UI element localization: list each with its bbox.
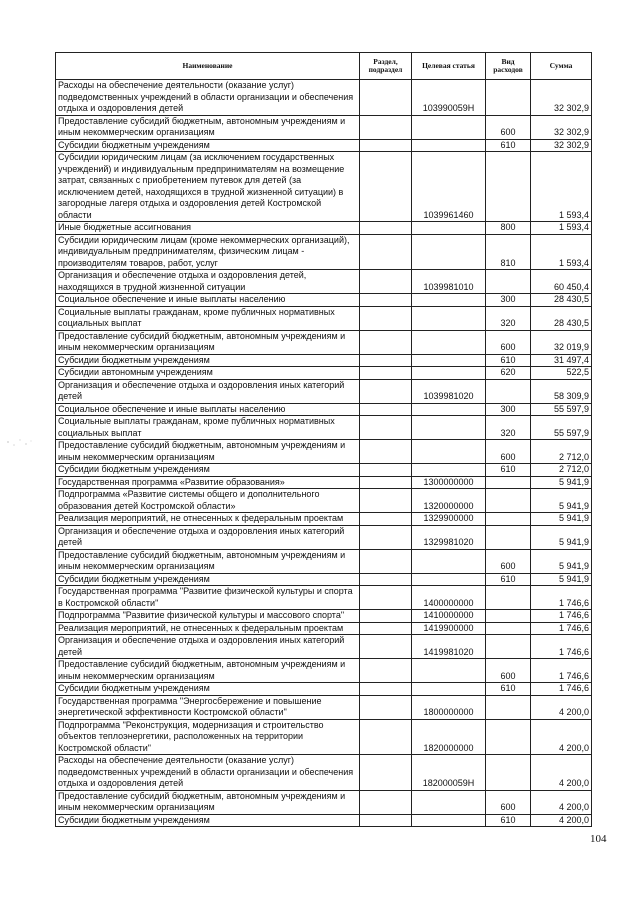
table-row xyxy=(56,525,592,549)
table-row xyxy=(56,489,592,513)
table-row xyxy=(56,610,592,623)
row-name-cell: Субсидии автономным учреждениям xyxy=(56,367,360,380)
row-target-cell: 1039961460 xyxy=(412,152,486,222)
row-target-cell: 1800000000 xyxy=(412,695,486,719)
row-expense-type-cell xyxy=(486,489,531,513)
row-amount-cell: 60 450,4 xyxy=(531,270,592,294)
row-expense-type-cell: 600 xyxy=(486,549,531,573)
row-expense-type-cell xyxy=(486,610,531,623)
row-expense-type-cell: 610 xyxy=(486,573,531,586)
row-name-cell: Подпрограмма «Развитие системы общего и дополнительного образования детей Костромской области» xyxy=(56,489,360,513)
row-section-cell xyxy=(360,549,412,573)
row-amount-cell: 4 200,0 xyxy=(531,755,592,791)
table-row xyxy=(56,586,592,610)
row-expense-type-cell: 610 xyxy=(486,354,531,367)
row-target-cell xyxy=(412,464,486,477)
row-expense-type-cell xyxy=(486,513,531,526)
row-name-cell: Социальное обеспечение и иные выплаты населению xyxy=(56,403,360,416)
row-expense-type-cell xyxy=(486,586,531,610)
row-expense-type-cell xyxy=(486,80,531,116)
row-amount-cell: 5 941,9 xyxy=(531,476,592,489)
row-expense-type-cell: 610 xyxy=(486,814,531,827)
row-section-cell xyxy=(360,354,412,367)
row-target-cell xyxy=(412,234,486,270)
row-expense-type-cell: 810 xyxy=(486,234,531,270)
document-page xyxy=(55,52,591,827)
row-section-cell xyxy=(360,755,412,791)
row-amount-cell: 58 309,9 xyxy=(531,379,592,403)
row-section-cell xyxy=(360,80,412,116)
row-amount-cell: 522,5 xyxy=(531,367,592,380)
row-expense-type-cell: 600 xyxy=(486,659,531,683)
row-section-cell xyxy=(360,294,412,307)
row-name-cell: Организация и обеспечение отдыха и оздоровления иных категорий детей xyxy=(56,379,360,403)
header-amount: Сумма xyxy=(531,53,592,80)
table-row xyxy=(56,755,592,791)
row-amount-cell: 4 200,0 xyxy=(531,790,592,814)
row-expense-type-cell: 600 xyxy=(486,790,531,814)
table-row xyxy=(56,403,592,416)
row-target-cell: 1410000000 xyxy=(412,610,486,623)
table-row xyxy=(56,115,592,139)
row-target-cell xyxy=(412,659,486,683)
row-amount-cell: 1 746,6 xyxy=(531,659,592,683)
row-expense-type-cell: 800 xyxy=(486,222,531,235)
row-expense-type-cell: 600 xyxy=(486,440,531,464)
row-expense-type-cell: 610 xyxy=(486,139,531,152)
row-amount-cell: 32 302,9 xyxy=(531,80,592,116)
row-target-cell xyxy=(412,790,486,814)
row-target-cell xyxy=(412,440,486,464)
row-name-cell: Предоставление субсидий бюджетным, автономным учреждениям и иным некоммерческим организациям xyxy=(56,549,360,573)
table-row xyxy=(56,440,592,464)
row-target-cell: 103990059Н xyxy=(412,80,486,116)
row-name-cell: Субсидии бюджетным учреждениям xyxy=(56,464,360,477)
table-row xyxy=(56,139,592,152)
row-amount-cell: 4 200,0 xyxy=(531,814,592,827)
row-section-cell xyxy=(360,270,412,294)
row-section-cell xyxy=(360,115,412,139)
row-section-cell xyxy=(360,306,412,330)
row-name-cell: Субсидии юридическим лицам (кроме некоммерческих организаций), индивидуальным предпринимателям, физическим лицам - производителям товаров, работ, услуг xyxy=(56,234,360,270)
row-name-cell: Предоставление субсидий бюджетным, автономным учреждениям и иным некоммерческим организациям xyxy=(56,330,360,354)
table-row xyxy=(56,80,592,116)
row-expense-type-cell: 620 xyxy=(486,367,531,380)
row-target-cell: 1329900000 xyxy=(412,513,486,526)
table-row xyxy=(56,234,592,270)
row-amount-cell: 1 746,6 xyxy=(531,683,592,696)
row-target-cell xyxy=(412,403,486,416)
table-header-row xyxy=(56,53,592,80)
row-target-cell xyxy=(412,814,486,827)
row-section-cell xyxy=(360,790,412,814)
row-amount-cell: 5 941,9 xyxy=(531,549,592,573)
header-expense-type: Вид расходов xyxy=(486,53,531,80)
row-name-cell: Социальные выплаты гражданам, кроме публичных нормативных социальных выплат xyxy=(56,416,360,440)
table-row xyxy=(56,270,592,294)
row-amount-cell: 1 746,6 xyxy=(531,610,592,623)
row-section-cell xyxy=(360,367,412,380)
row-name-cell: Организация и обеспечение отдыха и оздоровления иных категорий детей xyxy=(56,525,360,549)
table-row xyxy=(56,573,592,586)
row-name-cell: Субсидии бюджетным учреждениям xyxy=(56,683,360,696)
row-target-cell xyxy=(412,294,486,307)
row-target-cell: 1419981020 xyxy=(412,635,486,659)
table-row xyxy=(56,635,592,659)
row-section-cell xyxy=(360,683,412,696)
row-amount-cell: 55 597,9 xyxy=(531,416,592,440)
row-amount-cell: 5 941,9 xyxy=(531,525,592,549)
row-expense-type-cell xyxy=(486,152,531,222)
row-name-cell: Реализация мероприятий, не отнесенных к федеральным проектам xyxy=(56,513,360,526)
row-name-cell: Социальные выплаты гражданам, кроме публичных нормативных социальных выплат xyxy=(56,306,360,330)
row-section-cell xyxy=(360,403,412,416)
row-name-cell: Субсидии бюджетным учреждениям xyxy=(56,573,360,586)
row-target-cell: 1300000000 xyxy=(412,476,486,489)
row-amount-cell: 55 597,9 xyxy=(531,403,592,416)
row-name-cell: Предоставление субсидий бюджетным, автономным учреждениям и иным некоммерческим организациям xyxy=(56,790,360,814)
row-target-cell xyxy=(412,354,486,367)
row-amount-cell: 4 200,0 xyxy=(531,719,592,755)
row-section-cell xyxy=(360,330,412,354)
row-name-cell: Организация и обеспечение отдыха и оздоровления детей, находящихся в трудной жизненной ситуации xyxy=(56,270,360,294)
table-row xyxy=(56,330,592,354)
table-body xyxy=(56,80,592,827)
row-amount-cell: 2 712,0 xyxy=(531,440,592,464)
table-row xyxy=(56,790,592,814)
row-name-cell: Субсидии юридическим лицам (за исключением государственных учреждений) и индивидуальным предпринимателям на возмещение затрат, связанных с приобретением путевок для детей (за исключением детей, находящихся в трудной жизненной ситуации) в загородные лагеря отдыха и оздоровления детей Костромской области xyxy=(56,152,360,222)
table-row xyxy=(56,695,592,719)
row-target-cell xyxy=(412,549,486,573)
table-row xyxy=(56,659,592,683)
row-section-cell xyxy=(360,814,412,827)
row-expense-type-cell xyxy=(486,525,531,549)
row-expense-type-cell: 600 xyxy=(486,115,531,139)
row-section-cell xyxy=(360,234,412,270)
row-expense-type-cell xyxy=(486,476,531,489)
table-row xyxy=(56,306,592,330)
row-name-cell: Субсидии бюджетным учреждениям xyxy=(56,139,360,152)
row-section-cell xyxy=(360,635,412,659)
row-section-cell xyxy=(360,379,412,403)
row-expense-type-cell: 300 xyxy=(486,294,531,307)
row-expense-type-cell: 320 xyxy=(486,306,531,330)
header-name: Наименование xyxy=(56,53,360,80)
row-section-cell xyxy=(360,719,412,755)
row-section-cell xyxy=(360,440,412,464)
row-amount-cell: 5 941,9 xyxy=(531,489,592,513)
scan-artifact xyxy=(4,436,34,450)
row-expense-type-cell xyxy=(486,695,531,719)
table-row xyxy=(56,683,592,696)
row-expense-type-cell: 610 xyxy=(486,683,531,696)
row-amount-cell: 5 941,9 xyxy=(531,513,592,526)
row-target-cell xyxy=(412,330,486,354)
row-target-cell: 1039981020 xyxy=(412,379,486,403)
row-target-cell: 1320000000 xyxy=(412,489,486,513)
row-name-cell: Предоставление субсидий бюджетным, автономным учреждениям и иным некоммерческим организациям xyxy=(56,115,360,139)
row-section-cell xyxy=(360,139,412,152)
row-section-cell xyxy=(360,489,412,513)
row-amount-cell: 1 746,6 xyxy=(531,635,592,659)
table-row xyxy=(56,464,592,477)
row-section-cell xyxy=(360,659,412,683)
row-target-cell xyxy=(412,367,486,380)
table-row xyxy=(56,719,592,755)
table-row xyxy=(56,367,592,380)
row-target-cell: 182000059Н xyxy=(412,755,486,791)
row-expense-type-cell: 320 xyxy=(486,416,531,440)
table-row xyxy=(56,294,592,307)
page-number: 104 xyxy=(590,833,607,845)
table-row xyxy=(56,549,592,573)
row-expense-type-cell: 300 xyxy=(486,403,531,416)
row-amount-cell: 31 497,4 xyxy=(531,354,592,367)
row-section-cell xyxy=(360,416,412,440)
row-target-cell: 1329981020 xyxy=(412,525,486,549)
row-amount-cell: 5 941,9 xyxy=(531,573,592,586)
row-target-cell: 1039981010 xyxy=(412,270,486,294)
row-amount-cell: 1 746,6 xyxy=(531,586,592,610)
row-expense-type-cell xyxy=(486,755,531,791)
row-section-cell xyxy=(360,695,412,719)
row-name-cell: Государственная программа "Развитие физической культуры и спорта в Костромской области" xyxy=(56,586,360,610)
row-target-cell xyxy=(412,683,486,696)
row-section-cell xyxy=(360,586,412,610)
table-row xyxy=(56,222,592,235)
row-name-cell: Предоставление субсидий бюджетным, автономным учреждениям и иным некоммерческим организациям xyxy=(56,440,360,464)
row-section-cell xyxy=(360,464,412,477)
row-amount-cell: 1 593,4 xyxy=(531,152,592,222)
row-name-cell: Субсидии бюджетным учреждениям xyxy=(56,814,360,827)
budget-table xyxy=(55,52,592,827)
row-expense-type-cell: 600 xyxy=(486,330,531,354)
row-target-cell xyxy=(412,222,486,235)
table-row xyxy=(56,622,592,635)
row-name-cell: Подпрограмма "Развитие физической культуры и массового спорта" xyxy=(56,610,360,623)
row-amount-cell: 32 019,9 xyxy=(531,330,592,354)
row-name-cell: Организация и обеспечение отдыха и оздоровления иных категорий детей xyxy=(56,635,360,659)
row-target-cell: 1400000000 xyxy=(412,586,486,610)
row-name-cell: Государственная программа «Развитие образования» xyxy=(56,476,360,489)
row-section-cell xyxy=(360,513,412,526)
row-section-cell xyxy=(360,222,412,235)
row-target-cell: 1419900000 xyxy=(412,622,486,635)
row-amount-cell: 32 302,9 xyxy=(531,115,592,139)
row-target-cell xyxy=(412,115,486,139)
row-name-cell: Расходы на обеспечение деятельности (оказание услуг) подведомственных учреждений в области организации и обеспечения отдыха и оздоровления детей xyxy=(56,755,360,791)
row-amount-cell: 1 746,6 xyxy=(531,622,592,635)
table-row xyxy=(56,814,592,827)
row-amount-cell: 4 200,0 xyxy=(531,695,592,719)
row-section-cell xyxy=(360,573,412,586)
row-expense-type-cell: 610 xyxy=(486,464,531,477)
row-name-cell: Субсидии бюджетным учреждениям xyxy=(56,354,360,367)
row-target-cell xyxy=(412,416,486,440)
row-name-cell: Предоставление субсидий бюджетным, автономным учреждениям и иным некоммерческим организациям xyxy=(56,659,360,683)
table-row xyxy=(56,476,592,489)
row-target-cell xyxy=(412,573,486,586)
row-section-cell xyxy=(360,152,412,222)
row-name-cell: Реализация мероприятий, не отнесенных к федеральным проектам xyxy=(56,622,360,635)
row-section-cell xyxy=(360,610,412,623)
table-row xyxy=(56,416,592,440)
row-amount-cell: 32 302,9 xyxy=(531,139,592,152)
row-section-cell xyxy=(360,622,412,635)
row-amount-cell: 28 430,5 xyxy=(531,306,592,330)
row-expense-type-cell xyxy=(486,379,531,403)
table-row xyxy=(56,152,592,222)
row-section-cell xyxy=(360,525,412,549)
row-amount-cell: 28 430,5 xyxy=(531,294,592,307)
row-expense-type-cell xyxy=(486,635,531,659)
row-expense-type-cell xyxy=(486,719,531,755)
row-amount-cell: 1 593,4 xyxy=(531,234,592,270)
row-name-cell: Расходы на обеспечение деятельности (оказание услуг) подведомственных учреждений в области организации и обеспечения отдыха и оздоровления детей xyxy=(56,80,360,116)
row-target-cell xyxy=(412,139,486,152)
row-expense-type-cell xyxy=(486,622,531,635)
row-name-cell: Иные бюджетные ассигнования xyxy=(56,222,360,235)
row-name-cell: Социальное обеспечение и иные выплаты населению xyxy=(56,294,360,307)
row-name-cell: Подпрограмма "Реконструкция, модернизация и строительство объектов теплоэнергетики, расположенных на территории Костромской области" xyxy=(56,719,360,755)
table-row xyxy=(56,354,592,367)
row-target-cell xyxy=(412,306,486,330)
row-expense-type-cell xyxy=(486,270,531,294)
row-section-cell xyxy=(360,476,412,489)
header-section: Раздел, подраздел xyxy=(360,53,412,80)
row-amount-cell: 2 712,0 xyxy=(531,464,592,477)
row-amount-cell: 1 593,4 xyxy=(531,222,592,235)
table-row xyxy=(56,513,592,526)
row-target-cell: 1820000000 xyxy=(412,719,486,755)
header-target: Целевая статья xyxy=(412,53,486,80)
table-row xyxy=(56,379,592,403)
row-name-cell: Государственная программа "Энергосбережение и повышение энергетической эффективности Костромской области" xyxy=(56,695,360,719)
